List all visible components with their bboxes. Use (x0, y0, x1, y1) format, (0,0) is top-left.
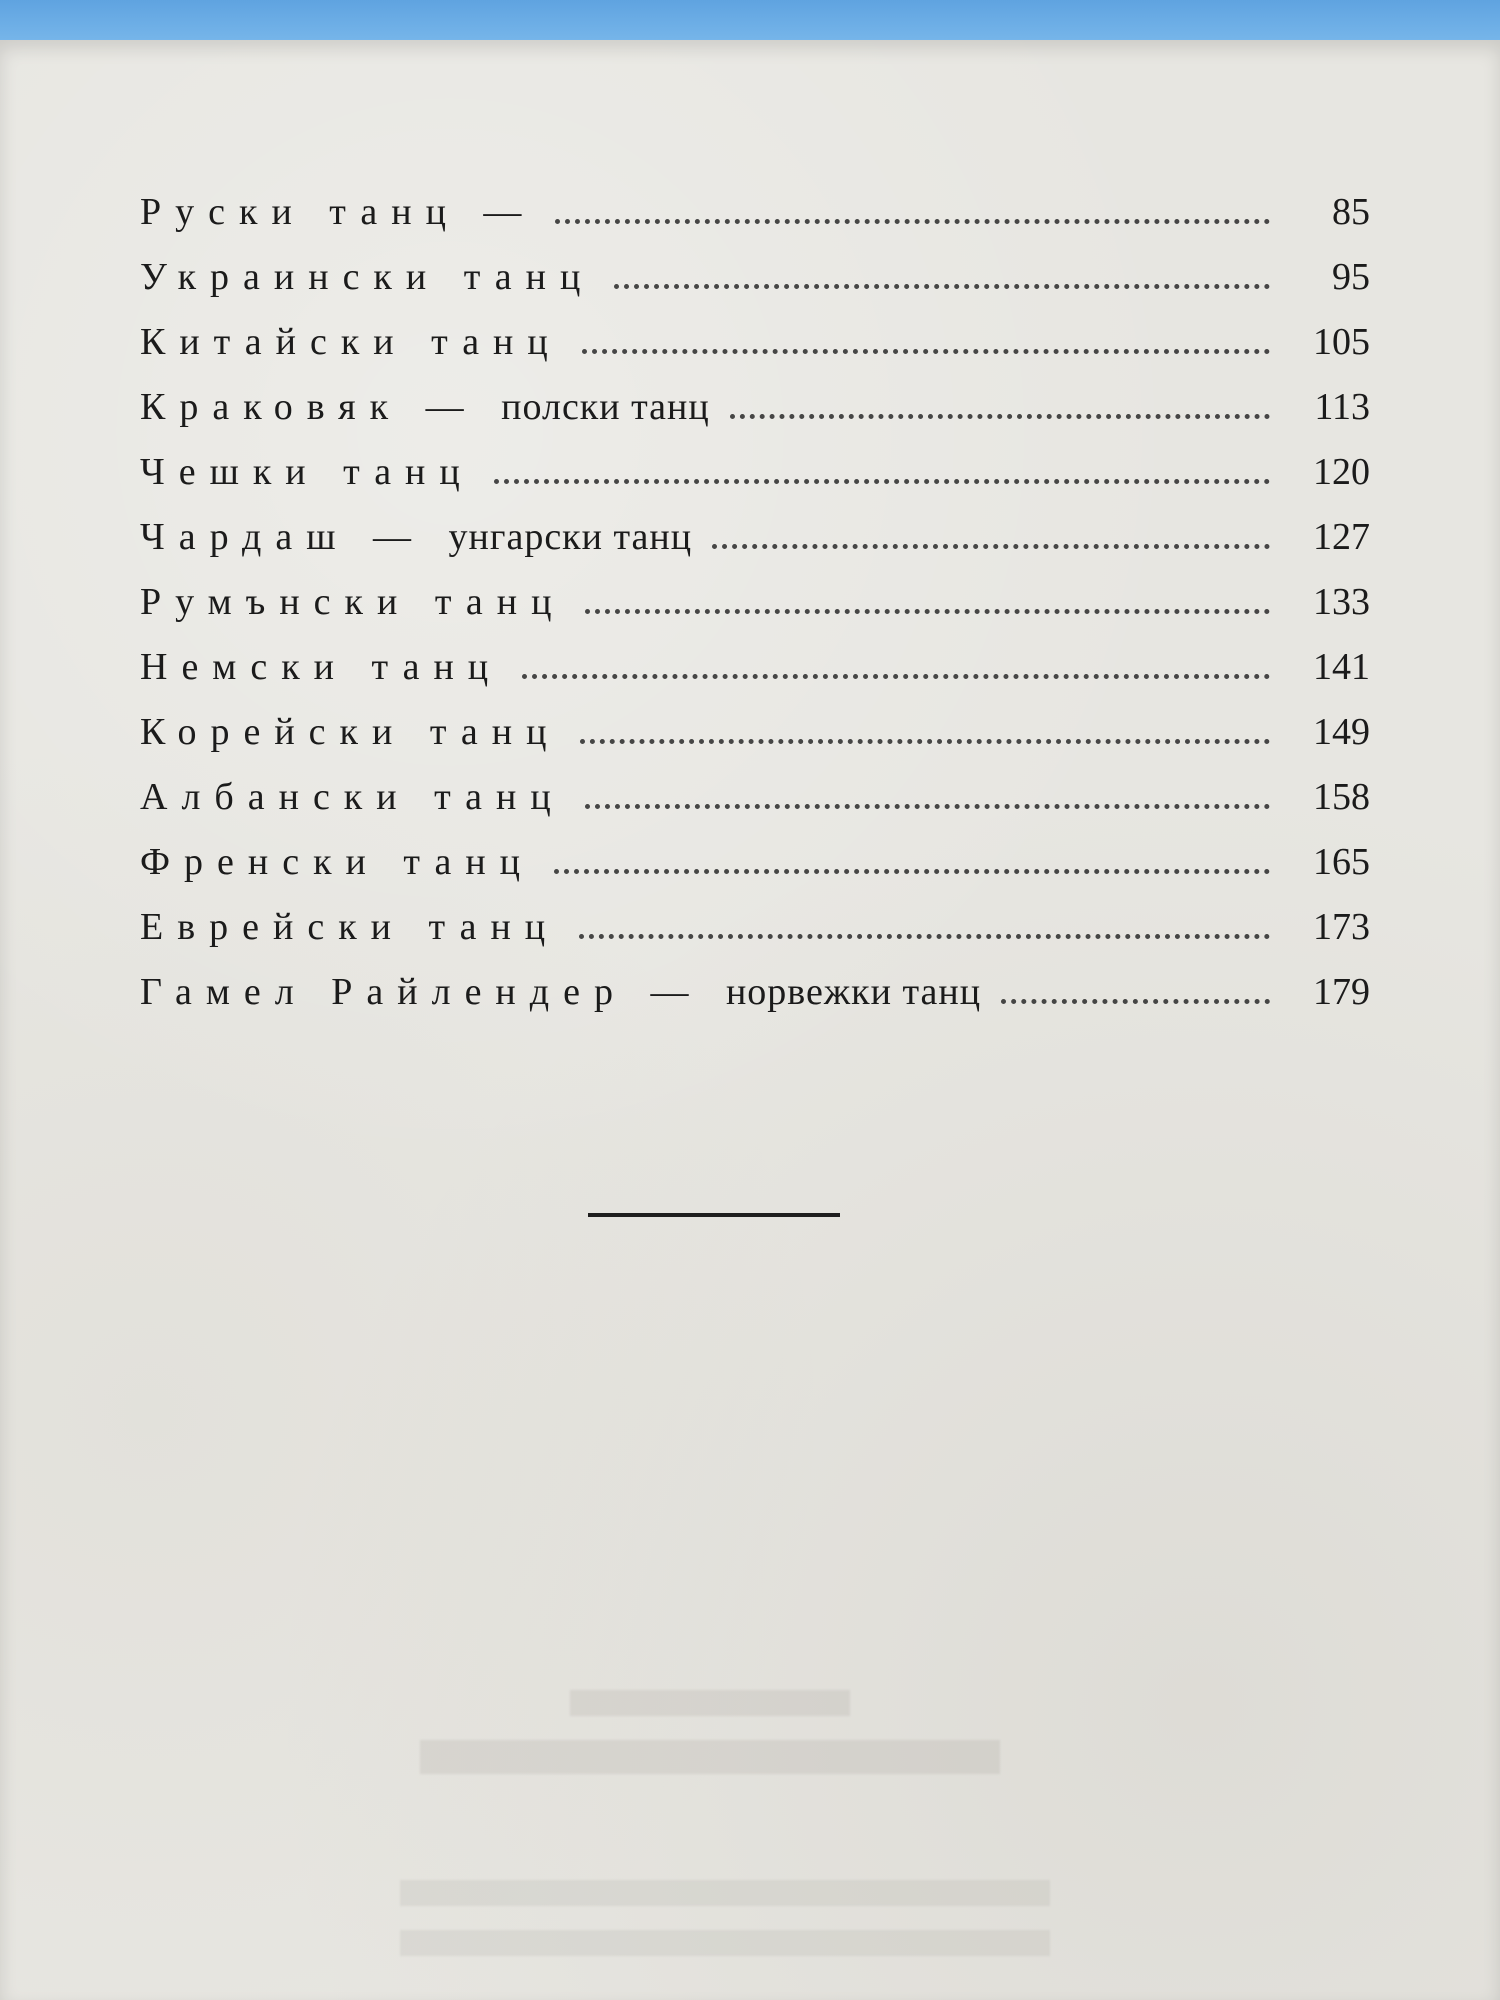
dot-leader (614, 284, 1270, 289)
toc-entry (140, 255, 1370, 320)
toc-entry (140, 515, 1370, 580)
toc-entry-page: 173 (1313, 906, 1370, 948)
toc-entry (140, 580, 1370, 645)
toc-entry (140, 450, 1370, 515)
toc-entry (140, 190, 1370, 255)
dot-leader (730, 414, 1270, 419)
dot-leader (585, 804, 1270, 809)
toc-entry (140, 840, 1370, 905)
toc-entry-title-tail: полски танц (501, 386, 710, 428)
toc-entry (140, 320, 1370, 385)
dot-leader (712, 544, 1270, 549)
toc-entry-page: 95 (1332, 256, 1370, 298)
toc-entry-page: 165 (1313, 841, 1370, 883)
toc-entry-title: Еврейски танц (140, 906, 560, 948)
dot-leader (580, 739, 1270, 744)
toc-entry-title (140, 970, 981, 1014)
dot-leader (522, 674, 1270, 679)
toc-entry-title-main: Чардаш — (140, 516, 426, 558)
dot-leader (579, 934, 1270, 939)
toc-entry-title-main: Гамел Райлендер — (140, 971, 703, 1013)
table-of-contents (140, 190, 1370, 1035)
toc-entry-title-tail: норвежки танц (725, 971, 982, 1013)
end-rule (588, 1213, 840, 1217)
toc-entry-title: Украински танц (140, 256, 595, 298)
toc-entry-title: Руски танц — (140, 191, 536, 233)
toc-entry-title: Немски танц (140, 646, 503, 688)
toc-entry-title (140, 515, 692, 559)
toc-entry-title-tail: унгарски танц (448, 516, 693, 558)
toc-entry-title: Албански танц (140, 776, 565, 818)
toc-entry (140, 970, 1370, 1035)
bleed-through-mark (570, 1690, 850, 1716)
toc-entry-title-main: Краковяк — (140, 386, 478, 428)
toc-entry-title (140, 385, 710, 429)
bleed-through-mark (400, 1880, 1050, 1906)
toc-entry (140, 385, 1370, 450)
toc-entry-page: 120 (1313, 451, 1370, 493)
toc-entry-page: 158 (1313, 776, 1370, 818)
toc-entry-page: 85 (1332, 191, 1370, 233)
dot-leader (1001, 999, 1270, 1004)
book-page (0, 40, 1500, 2000)
toc-entry-page: 149 (1313, 711, 1370, 753)
toc-entry-title: Корейски танц (140, 711, 561, 753)
toc-entry-page: 113 (1314, 386, 1370, 428)
bleed-through-mark (400, 1930, 1050, 1956)
toc-entry-page: 133 (1313, 581, 1370, 623)
toc-entry-title: Чешки танц (140, 451, 474, 493)
toc-entry-title: Румънски танц (140, 581, 566, 623)
dot-leader (554, 869, 1270, 874)
dot-leader (494, 479, 1270, 484)
toc-entry-page: 127 (1313, 516, 1370, 558)
toc-entry (140, 710, 1370, 775)
dot-leader (555, 219, 1270, 224)
toc-entry-title: Френски танц (140, 841, 534, 883)
toc-entry-page: 105 (1313, 321, 1370, 363)
toc-entry (140, 645, 1370, 710)
dot-leader (585, 609, 1270, 614)
toc-entry (140, 775, 1370, 840)
toc-entry-page: 179 (1313, 971, 1370, 1013)
dot-leader (582, 349, 1270, 354)
toc-entry (140, 905, 1370, 970)
toc-entry-page: 141 (1313, 646, 1370, 688)
bleed-through-mark (420, 1740, 1000, 1774)
toc-entry-title: Китайски танц (140, 321, 562, 363)
